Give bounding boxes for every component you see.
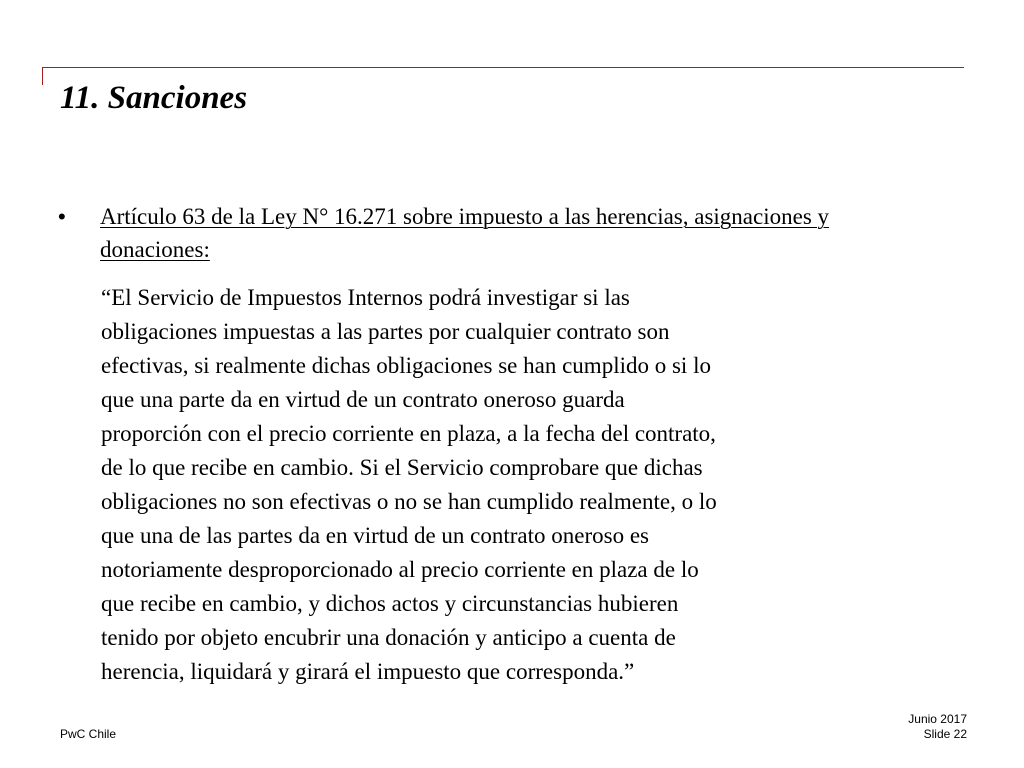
quote-line: proporción con el precio corriente en plaza, a la fecha del contrato,	[101, 421, 716, 446]
header-rule-corner	[42, 67, 43, 85]
footer-company: PwC Chile	[60, 727, 117, 741]
quote-line: que una de las partes da en virtud de un contrato oneroso es	[101, 523, 649, 548]
footer-date: Junio 2017	[908, 712, 967, 726]
header-rule	[42, 67, 964, 68]
quote-line: obligaciones impuestas a las partes por cualquier contrato son	[101, 319, 670, 344]
quote-line: obligaciones no son efectivas o no se han cumplido realmente, o lo	[101, 489, 717, 514]
quote-line: que una parte da en virtud de un contrato oneroso guarda	[101, 387, 625, 412]
bullet-icon: •	[58, 204, 66, 229]
quote-line: notoriamente desproporcionado al precio corriente en plaza de lo	[101, 557, 699, 582]
quote-line: que recibe en cambio, y dichos actos y circunstancias hubieren	[101, 591, 679, 616]
footer-slide-number: Slide 22	[923, 727, 967, 741]
quote-line: tenido por objeto encubrir una donación y anticipo a cuenta de	[101, 625, 676, 650]
footer-meta	[908, 712, 967, 742]
bullet-heading-colon: :	[203, 236, 210, 262]
bullet-heading-text: Artículo 63 de la Ley N° 16.271 sobre impuesto a las herencias, asignaciones y donaciones	[100, 204, 830, 262]
slide-title: 11. Sanciones	[60, 80, 248, 116]
quote-line: “El Servicio de Impuestos Internos podrá investigar si las	[101, 285, 630, 310]
quote-line: efectivas, si realmente dichas obligaciones se han cumplido o si lo	[101, 353, 711, 378]
quote-line: herencia, liquidará y girará el impuesto que corresponda.”	[101, 659, 635, 684]
bullet-heading	[100, 201, 920, 266]
legal-quote	[101, 281, 961, 689]
quote-line: de lo que recibe en cambio. Si el Servicio comprobare que dichas	[101, 455, 703, 480]
